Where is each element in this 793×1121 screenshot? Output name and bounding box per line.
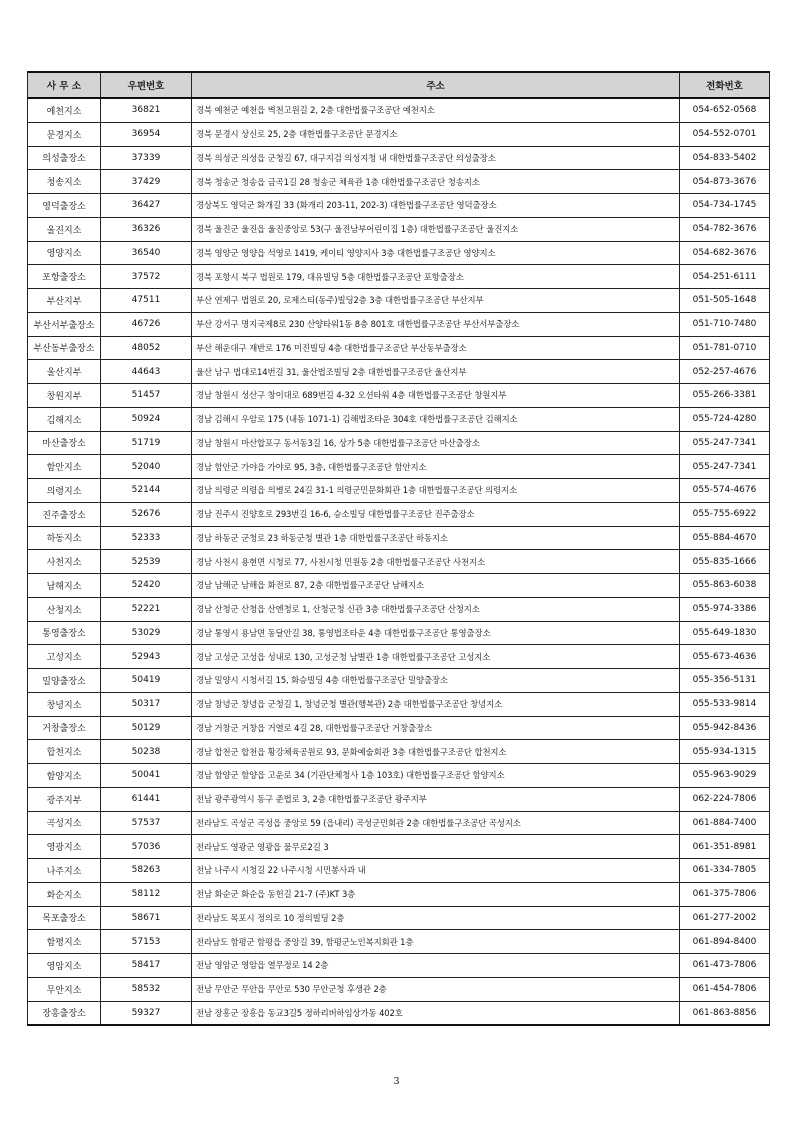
table-row xyxy=(28,716,770,740)
address-cell: 경북 영양군 영양읍 석영로 1419, 케이티 영양지사 3층 대한법률구조공단 영양지소 xyxy=(192,241,680,265)
phone-cell: 055-649-1830 xyxy=(680,621,770,645)
address-cell: 경북 포항시 북구 법원로 179, 대유빌딩 5층 대한법률구조공단 포항출장소 xyxy=(192,265,680,289)
header-office: 사 무 소 xyxy=(28,72,101,98)
zip-cell: 50238 xyxy=(101,740,192,764)
phone-cell: 055-835-1666 xyxy=(680,550,770,574)
zip-cell: 46726 xyxy=(101,312,192,336)
address-cell: 경남 의령군 의령읍 의병로 24길 31-1 의령군민문화회관 1층 대한법률구조공단 의령지소 xyxy=(192,479,680,503)
address-cell: 경남 거창군 거창읍 거열로 4길 28, 대한법률구조공단 거창출장소 xyxy=(192,716,680,740)
zip-cell: 44643 xyxy=(101,360,192,384)
table-row xyxy=(28,835,770,859)
phone-cell: 055-673-4636 xyxy=(680,645,770,669)
address-cell: 경남 밀양시 시청서길 15, 화승빌딩 4층 대한법률구조공단 밀양출장소 xyxy=(192,669,680,693)
office-cell: 울산지부 xyxy=(28,360,101,384)
header-phone: 전화번호 xyxy=(680,72,770,98)
office-cell: 하동지소 xyxy=(28,526,101,550)
office-cell: 김해지소 xyxy=(28,407,101,431)
phone-cell: 061-454-7806 xyxy=(680,977,770,1001)
zip-cell: 51719 xyxy=(101,431,192,455)
address-cell: 경남 창녕군 창녕읍 군청길 1, 창녕군청 별관(행복관) 2층 대한법률구조공단 창녕지소 xyxy=(192,692,680,716)
address-cell: 경남 남해군 남해읍 화전로 87, 2층 대한법률구조공단 남해지소 xyxy=(192,574,680,598)
address-cell: 전라남도 곡성군 곡성읍 중앙로 59 (읍내리) 곡성군민회관 2층 대한법률구조공단 곡성지소 xyxy=(192,811,680,835)
phone-cell: 055-863-6038 xyxy=(680,574,770,598)
address-cell: 경남 합천군 합천읍 황강체육공원로 93, 문화예술회관 3층 대한법률구조공단 합천지소 xyxy=(192,740,680,764)
address-cell: 경남 고성군 고성읍 성내로 130, 고성군청 남별관 1층 대한법률구조공단 고성지소 xyxy=(192,645,680,669)
office-cell: 거창출장소 xyxy=(28,716,101,740)
address-cell: 경남 하동군 군청로 23 하동군청 별관 1층 대한법률구조공단 하동지소 xyxy=(192,526,680,550)
phone-cell: 061-351-8981 xyxy=(680,835,770,859)
address-cell: 전남 화순군 화순읍 동헌길 21-7 (주)KT 3층 xyxy=(192,882,680,906)
office-cell: 함안지소 xyxy=(28,455,101,479)
address-cell: 경남 창원시 성산구 창이대로 689번길 4-32 오션타워 4층 대한법률구조공단 창원지부 xyxy=(192,384,680,408)
office-cell: 마산출장소 xyxy=(28,431,101,455)
table-header-row xyxy=(28,72,770,98)
address-cell: 경남 김해시 우암로 175 (내동 1071-1) 김해법조타운 304호 대한법률구조공단 김해지소 xyxy=(192,407,680,431)
zip-cell: 50924 xyxy=(101,407,192,431)
office-cell: 울진지소 xyxy=(28,217,101,241)
phone-cell: 055-934-1315 xyxy=(680,740,770,764)
table-row xyxy=(28,479,770,503)
phone-cell: 055-533-9814 xyxy=(680,692,770,716)
zip-cell: 36540 xyxy=(101,241,192,265)
phone-cell: 061-473-7806 xyxy=(680,954,770,978)
zip-cell: 37339 xyxy=(101,146,192,170)
table-row xyxy=(28,906,770,930)
zip-cell: 36954 xyxy=(101,122,192,146)
table-row xyxy=(28,526,770,550)
zip-cell: 57537 xyxy=(101,811,192,835)
zip-cell: 59327 xyxy=(101,1001,192,1025)
zip-cell: 48052 xyxy=(101,336,192,360)
office-cell: 사천지소 xyxy=(28,550,101,574)
header-zip: 우편번호 xyxy=(101,72,192,98)
phone-cell: 055-247-7341 xyxy=(680,431,770,455)
table-row xyxy=(28,740,770,764)
phone-cell: 055-942-8436 xyxy=(680,716,770,740)
phone-cell: 055-574-4676 xyxy=(680,479,770,503)
address-cell: 경남 창원시 마산합포구 동서동3길 16, 상가 5층 대한법률구조공단 마산출장소 xyxy=(192,431,680,455)
address-cell: 경북 울진군 울진읍 울진중앙로 53(구 울진남부어린이집 1층) 대한법률구조공단 울진지소 xyxy=(192,217,680,241)
office-cell: 포항출장소 xyxy=(28,265,101,289)
phone-cell: 051-781-0710 xyxy=(680,336,770,360)
table-row xyxy=(28,954,770,978)
table-row xyxy=(28,764,770,788)
office-cell: 부산지부 xyxy=(28,289,101,313)
table-row xyxy=(28,811,770,835)
phone-cell: 055-963-9029 xyxy=(680,764,770,788)
address-cell: 전남 광주광역시 동구 준법로 3, 2층 대한법률구조공단 광주지부 xyxy=(192,787,680,811)
office-cell: 부산서부출장소 xyxy=(28,312,101,336)
phone-cell: 061-334-7805 xyxy=(680,859,770,883)
office-cell: 광주지부 xyxy=(28,787,101,811)
zip-cell: 58532 xyxy=(101,977,192,1001)
zip-cell: 52333 xyxy=(101,526,192,550)
phone-cell: 055-356-5131 xyxy=(680,669,770,693)
address-cell: 경북 문경시 상신로 25, 2층 대한법률구조공단 문경지소 xyxy=(192,122,680,146)
phone-cell: 055-974-3386 xyxy=(680,597,770,621)
phone-cell: 061-884-7400 xyxy=(680,811,770,835)
office-cell: 청송지소 xyxy=(28,170,101,194)
office-cell: 문경지소 xyxy=(28,122,101,146)
zip-cell: 52943 xyxy=(101,645,192,669)
office-cell: 합천지소 xyxy=(28,740,101,764)
table-row xyxy=(28,550,770,574)
address-cell: 부산 해운대구 재반로 176 미진빌딩 4층 대한법률구조공단 부산동부출장소 xyxy=(192,336,680,360)
zip-cell: 36326 xyxy=(101,217,192,241)
header-address: 주소 xyxy=(192,72,680,98)
phone-cell: 062-224-7806 xyxy=(680,787,770,811)
address-cell: 경상북도 영덕군 화개길 33 (화개리 203-11, 202-3) 대한법률구조공단 영덕출장소 xyxy=(192,194,680,218)
table-row xyxy=(28,621,770,645)
table-row xyxy=(28,384,770,408)
table-row xyxy=(28,217,770,241)
address-cell: 경남 통영시 용남면 동달안길 38, 통영법조타운 4층 대한법률구조공단 통영출장소 xyxy=(192,621,680,645)
address-cell: 전라남도 목포시 정의로 10 정의빌딩 2층 xyxy=(192,906,680,930)
table-row xyxy=(28,669,770,693)
office-cell: 함양지소 xyxy=(28,764,101,788)
office-cell: 창녕지소 xyxy=(28,692,101,716)
zip-cell: 53029 xyxy=(101,621,192,645)
address-cell: 전라남도 함평군 함평읍 중앙길 39, 함평군노인복지회관 1층 xyxy=(192,930,680,954)
phone-cell: 055-247-7341 xyxy=(680,455,770,479)
phone-cell: 054-652-0568 xyxy=(680,98,770,122)
phone-cell: 054-734-1745 xyxy=(680,194,770,218)
zip-cell: 51457 xyxy=(101,384,192,408)
phone-cell: 051-505-1648 xyxy=(680,289,770,313)
phone-cell: 055-884-4670 xyxy=(680,526,770,550)
office-cell: 창원지부 xyxy=(28,384,101,408)
zip-cell: 50419 xyxy=(101,669,192,693)
phone-cell: 061-863-8856 xyxy=(680,1001,770,1025)
zip-cell: 37429 xyxy=(101,170,192,194)
office-cell: 목포출장소 xyxy=(28,906,101,930)
zip-cell: 52040 xyxy=(101,455,192,479)
table-row xyxy=(28,98,770,122)
table-row xyxy=(28,882,770,906)
office-cell: 고성지소 xyxy=(28,645,101,669)
office-cell: 밀양출장소 xyxy=(28,669,101,693)
office-cell: 영덕출장소 xyxy=(28,194,101,218)
phone-cell: 054-682-3676 xyxy=(680,241,770,265)
address-cell: 경남 함안군 가야읍 가야로 95, 3층, 대한법률구조공단 함안지소 xyxy=(192,455,680,479)
office-cell: 영광지소 xyxy=(28,835,101,859)
zip-cell: 57036 xyxy=(101,835,192,859)
table-row xyxy=(28,265,770,289)
zip-cell: 58671 xyxy=(101,906,192,930)
phone-cell: 054-251-6111 xyxy=(680,265,770,289)
office-cell: 통영출장소 xyxy=(28,621,101,645)
address-cell: 전남 나주시 시청길 22 나주시청 시민봉사과 내 xyxy=(192,859,680,883)
table-row xyxy=(28,241,770,265)
office-cell: 남해지소 xyxy=(28,574,101,598)
page-number: 3 xyxy=(393,1076,400,1087)
table-row xyxy=(28,336,770,360)
zip-cell: 52144 xyxy=(101,479,192,503)
address-cell: 경북 의성군 의성읍 군청길 67, 대구지검 의성지청 내 대한법률구조공단 의성출장소 xyxy=(192,146,680,170)
zip-cell: 58263 xyxy=(101,859,192,883)
table-row xyxy=(28,170,770,194)
phone-cell: 061-375-7806 xyxy=(680,882,770,906)
table-row xyxy=(28,692,770,716)
address-cell: 경북 청송군 청송읍 금곡1길 28 청송군 체육관 1층 대한법률구조공단 청송지소 xyxy=(192,170,680,194)
office-directory-table xyxy=(27,71,770,1026)
address-cell: 전남 무안군 무안읍 무안로 530 무안군청 후생관 2층 xyxy=(192,977,680,1001)
zip-cell: 52539 xyxy=(101,550,192,574)
phone-cell: 055-755-6922 xyxy=(680,502,770,526)
table-row xyxy=(28,194,770,218)
zip-cell: 58417 xyxy=(101,954,192,978)
office-cell: 장흥출장소 xyxy=(28,1001,101,1025)
office-cell: 함평지소 xyxy=(28,930,101,954)
phone-cell: 061-894-8400 xyxy=(680,930,770,954)
address-cell: 부산 강서구 명지국제8로 230 산양타워1동 8층 801호 대한법률구조공단 부산서부출장소 xyxy=(192,312,680,336)
zip-cell: 36821 xyxy=(101,98,192,122)
zip-cell: 50041 xyxy=(101,764,192,788)
office-cell: 화순지소 xyxy=(28,882,101,906)
table-row xyxy=(28,455,770,479)
table-row xyxy=(28,574,770,598)
office-cell: 의령지소 xyxy=(28,479,101,503)
address-cell: 울산 남구 법대로14번길 31, 울산법조빌딩 2층 대한법률구조공단 울산지부 xyxy=(192,360,680,384)
office-cell: 나주지소 xyxy=(28,859,101,883)
zip-cell: 50317 xyxy=(101,692,192,716)
address-cell: 경남 진주시 진양호로 293번길 16-6, 승소빌딩 대한법률구조공단 진주출장소 xyxy=(192,502,680,526)
table-body xyxy=(28,98,770,1025)
zip-cell: 52676 xyxy=(101,502,192,526)
table-row xyxy=(28,146,770,170)
zip-cell: 52420 xyxy=(101,574,192,598)
phone-cell: 052-257-4676 xyxy=(680,360,770,384)
zip-cell: 50129 xyxy=(101,716,192,740)
zip-cell: 61441 xyxy=(101,787,192,811)
table-row xyxy=(28,1001,770,1025)
office-cell: 영암지소 xyxy=(28,954,101,978)
address-cell: 경남 사천시 용현면 시청로 77, 사천시청 민원동 2층 대한법률구조공단 사천지소 xyxy=(192,550,680,574)
office-cell: 예천지소 xyxy=(28,98,101,122)
table-row xyxy=(28,930,770,954)
table-row xyxy=(28,787,770,811)
table-row xyxy=(28,597,770,621)
address-cell: 경남 함양군 함양읍 고운로 34 (기관단체청사 1층 103호) 대한법률구조공단 함양지소 xyxy=(192,764,680,788)
address-cell: 전남 영암군 영암읍 열무정로 14 2층 xyxy=(192,954,680,978)
table-row xyxy=(28,502,770,526)
phone-cell: 054-833-5402 xyxy=(680,146,770,170)
address-cell: 전남 장흥군 장흥읍 동교3길5 정하리버하임상가동 402호 xyxy=(192,1001,680,1025)
zip-cell: 37572 xyxy=(101,265,192,289)
office-cell: 산청지소 xyxy=(28,597,101,621)
address-cell: 부산 연제구 법원로 20, 로제스티(동주)빌딩2층 3층 대한법률구조공단 부산지부 xyxy=(192,289,680,313)
zip-cell: 47511 xyxy=(101,289,192,313)
office-cell: 부산동부출장소 xyxy=(28,336,101,360)
phone-cell: 054-782-3676 xyxy=(680,217,770,241)
phone-cell: 051-710-7480 xyxy=(680,312,770,336)
table-row xyxy=(28,122,770,146)
office-cell: 의성출장소 xyxy=(28,146,101,170)
phone-cell: 061-277-2002 xyxy=(680,906,770,930)
address-cell: 경북 예천군 예천읍 벽천고원길 2, 2층 대한법률구조공단 예천지소 xyxy=(192,98,680,122)
phone-cell: 055-266-3381 xyxy=(680,384,770,408)
zip-cell: 57153 xyxy=(101,930,192,954)
office-cell: 진주출장소 xyxy=(28,502,101,526)
office-cell: 영양지소 xyxy=(28,241,101,265)
table-row xyxy=(28,360,770,384)
table-row xyxy=(28,977,770,1001)
table-row xyxy=(28,312,770,336)
table-row xyxy=(28,431,770,455)
zip-cell: 52221 xyxy=(101,597,192,621)
phone-cell: 055-724-4280 xyxy=(680,407,770,431)
table-row xyxy=(28,407,770,431)
address-cell: 전라남도 영광군 영광읍 물무로2길 3 xyxy=(192,835,680,859)
zip-cell: 58112 xyxy=(101,882,192,906)
table-row xyxy=(28,645,770,669)
table-row xyxy=(28,289,770,313)
office-cell: 곡성지소 xyxy=(28,811,101,835)
phone-cell: 054-873-3676 xyxy=(680,170,770,194)
table-row xyxy=(28,859,770,883)
zip-cell: 36427 xyxy=(101,194,192,218)
address-cell: 경남 산청군 산청읍 산엔청로 1, 산청군청 신관 3층 대한법률구조공단 산청지소 xyxy=(192,597,680,621)
phone-cell: 054-552-0701 xyxy=(680,122,770,146)
office-cell: 무안지소 xyxy=(28,977,101,1001)
